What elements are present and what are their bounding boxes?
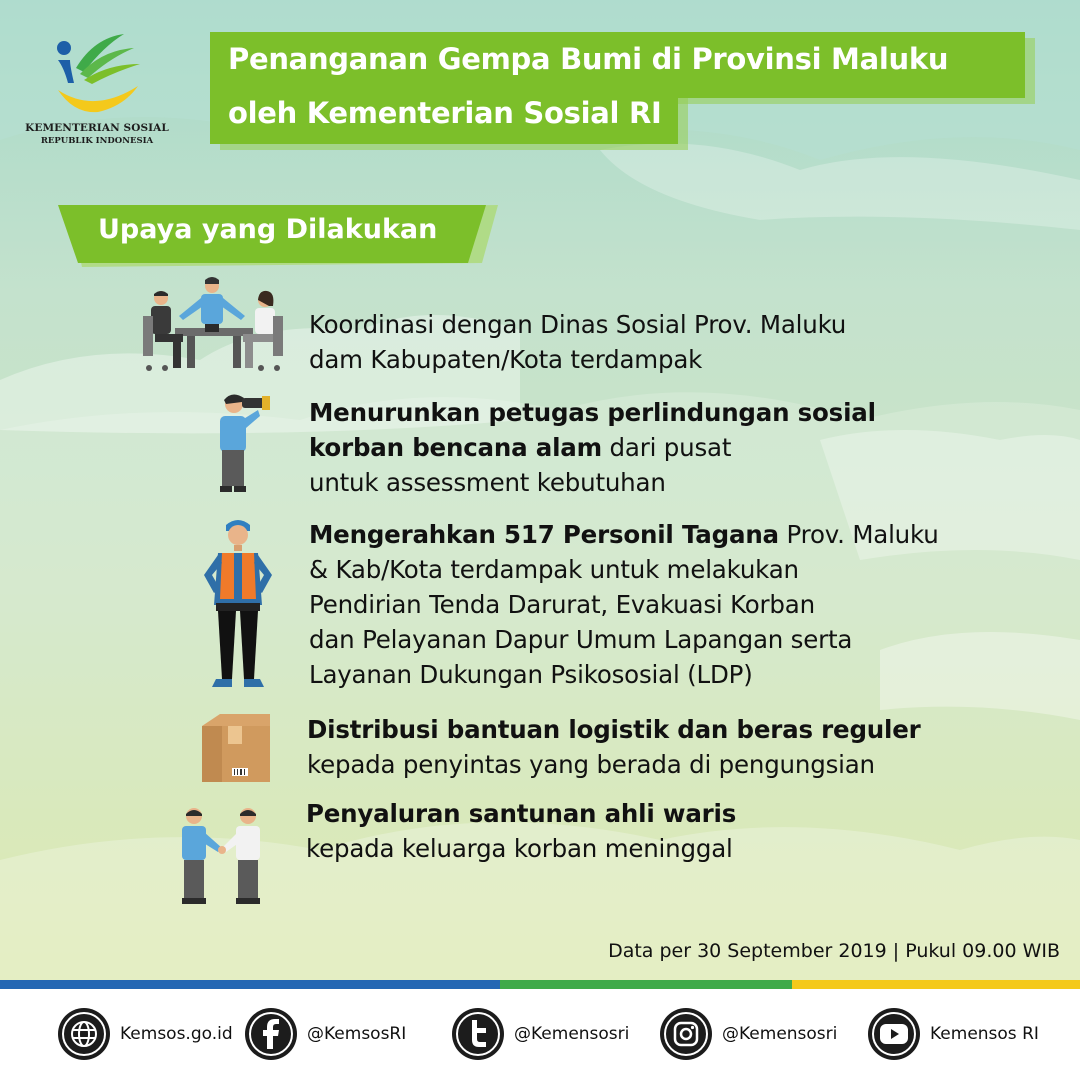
item-2-line-2: korban bencana alam dari pusat [309, 433, 732, 462]
twitter-handle: @Kemensosri [514, 1024, 630, 1044]
logo-text-line1: KEMENTERIAN SOSIAL [25, 122, 169, 134]
youtube-handle: Kemensos RI [930, 1024, 1039, 1044]
item-4-line-2: kepada penyintas yang berada di pengungsian [307, 750, 875, 779]
youtube-icon [868, 1008, 920, 1060]
logo-text-line2: REPUBLIK INDONESIA [40, 136, 154, 146]
item-5-line-2: kepada keluarga korban meninggal [306, 834, 733, 863]
handshake-icon [178, 806, 268, 910]
kemensos-logo [22, 28, 172, 153]
item-2-text [309, 395, 876, 500]
cardboard-box-icon [198, 712, 274, 788]
stripe-blue [0, 980, 500, 989]
social-instagram[interactable] [660, 1007, 837, 1061]
title-banner-line2: oleh Kementerian Sosial RI [210, 92, 678, 144]
website-handle: Kemsos.go.id [120, 1024, 233, 1044]
social-website[interactable] [58, 1007, 233, 1061]
kemensos-emblem-icon [54, 28, 144, 118]
social-facebook[interactable] [245, 1007, 406, 1061]
item-3-line-4: dan Pelayanan Dapur Umum Lapangan serta [309, 625, 853, 654]
item-3-text [309, 517, 939, 692]
color-stripe [0, 980, 1080, 989]
tagana-volunteer-icon [198, 515, 278, 699]
item-5-line-1: Penyaluran santunan ahli waris [306, 799, 737, 828]
globe-icon [58, 1008, 110, 1060]
item-1-text [309, 307, 846, 377]
instagram-handle: @Kemensosri [722, 1024, 838, 1044]
item-3-line-3: Pendirian Tenda Darurat, Evakuasi Korban [309, 590, 815, 619]
item-3-line-2: & Kab/Kota terdampak untuk melakukan [309, 555, 799, 584]
stripe-green [500, 980, 792, 989]
twitter-icon [452, 1008, 504, 1060]
item-1-line-1: Koordinasi dengan Dinas Sosial Prov. Maluku [309, 310, 847, 339]
item-5-text [306, 796, 736, 866]
item-2-line-1: Menurunkan petugas perlindungan sosial [309, 398, 876, 427]
section-label: Upaya yang Dilakukan [98, 214, 438, 245]
facebook-handle: @KemsosRI [307, 1024, 407, 1044]
title-banner-line1: Penanganan Gempa Bumi di Provinsi Maluku [210, 32, 1025, 98]
social-youtube[interactable] [868, 1007, 1039, 1061]
meeting-icon [135, 276, 290, 380]
item-4-text [307, 712, 921, 782]
social-footer [0, 989, 1080, 1080]
item-3-line-5: Layanan Dukungan Psikososial (LDP) [309, 660, 753, 689]
item-2-line-3: untuk assessment kebutuhan [309, 468, 666, 497]
stripe-yellow [792, 980, 1080, 989]
item-3-line-1: Mengerahkan 517 Personil Tagana Prov. Maluku [309, 520, 939, 549]
social-twitter[interactable] [452, 1007, 629, 1061]
item-1-line-2: dam Kabupaten/Kota terdampak [309, 345, 703, 374]
section-tag [58, 205, 498, 267]
binoculars-person-icon [212, 390, 274, 499]
date-note: Data per 30 September 2019 | Pukul 09.00 WIB [608, 940, 1060, 962]
item-4-line-1: Distribusi bantuan logistik dan beras reguler [307, 715, 921, 744]
facebook-icon [245, 1008, 297, 1060]
instagram-icon [660, 1008, 712, 1060]
